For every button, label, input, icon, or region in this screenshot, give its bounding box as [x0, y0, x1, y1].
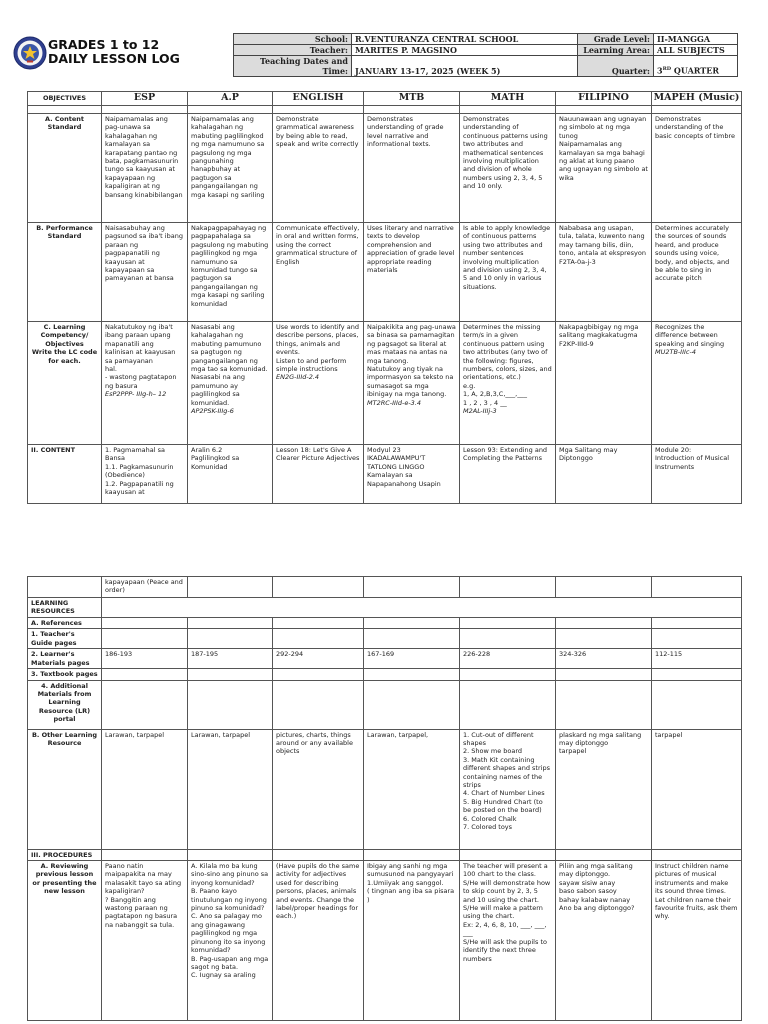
other-resources-label: B. Other Learning Resource: [28, 729, 102, 849]
learning-area-value: ALL SUBJECTS: [654, 45, 738, 56]
other-mtb: Larawan, tarpapel,: [364, 729, 460, 849]
competency-row: [28, 322, 742, 445]
content-mtb: Modyul 23 IKADALAWAMPU'T TATLONG LINGGO Kamalayan sa Napapanahong Usapin: [364, 445, 460, 504]
teacher-value: MARITES P. MAGSINO: [352, 45, 578, 56]
col-math: MATH: [460, 92, 556, 106]
col-english: ENGLISH: [273, 92, 364, 106]
content-mapeh: Module 20: Introduction of Musical Instruments: [652, 445, 742, 504]
performance-standard-mapeh: Determines accurately the sources of sounds heard, and produce sounds using voice, body, and objects, and be able to sing in accurate pitch: [652, 223, 742, 322]
competency-ap-code: AP2PSK-IIIg-6: [191, 407, 234, 416]
col-mapeh: MAPEH (Music): [652, 92, 742, 106]
quarter-label: Quarter:: [578, 56, 654, 77]
learning-area-label: Learning Area:: [578, 45, 654, 56]
learning-resources-row: [28, 598, 742, 618]
column-header-row: [28, 92, 742, 106]
teachers-guide-label: 1. Teacher's Guide pages: [28, 629, 102, 649]
competency-english: [273, 322, 364, 445]
header-info-table: [233, 33, 738, 77]
performance-standard-english: Communicate effectively, in oral and written forms, using the correct grammatical structure of English: [273, 223, 364, 322]
teaching-dates-label-line1: Teaching Dates and: [259, 56, 348, 66]
grade-level-value: II-MANGGA: [654, 34, 738, 45]
competency-esp-code: EsP2PPP- IIIg-h– 12: [105, 390, 167, 399]
competency-label: C. Learning Competency/ Objectives Write the LC code for each.: [28, 322, 102, 445]
carry-over-row: [28, 577, 742, 598]
other-esp: Larawan, tarpapel: [102, 729, 188, 849]
additional-materials-row: [28, 680, 742, 729]
other-math: 1. Cut-out of different shapes 2. Show me board 3. Math Kit containing different shapes and strips containing names of the strips 4. Chart of Number Lines 5. Big Hundred Chart (to be posted on the board) 6. Colored Chalk 7. Colored toys: [460, 729, 556, 849]
content-standard-esp: Naipamamalas ang pag-unawa sa kahalagahan ng kamalayan sa karapatang pantao ng bata, pagkamasunurin tungo sa kaayusan at kapayapaan ng kapaligiran at ng bansang kinabibilangan: [102, 114, 188, 223]
learners-materials-row: [28, 649, 742, 669]
content-standard-ap: Naipamamalas ang kahalagahan ng mabuting paglilingkod ng mga namumuno sa pagsulong ng mga pangunahing hanapbuhay at pagtugon sa pangangailangan ng mga kasapi ng sariling: [188, 114, 273, 223]
log-title: [48, 38, 180, 66]
page-gap: [0, 515, 768, 572]
content-row: [28, 445, 742, 504]
col-esp: ESP: [102, 92, 188, 106]
resources-procedures-table: [27, 576, 742, 1021]
lm-ap: 187-195: [188, 649, 273, 669]
lm-english: 292-294: [273, 649, 364, 669]
content-standard-row: [28, 114, 742, 223]
competency-filipino: Nakapagbibigay ng mga salitang magkakatugma F2KP-IIId-9: [556, 322, 652, 445]
content-esp: 1. Pagmamahal sa Bansa 1.1. Pagkamasunurin (Obedience) 1.2. Pagpapanatili ng kaayusan at: [102, 445, 188, 504]
teacher-label: Teacher:: [234, 45, 352, 56]
col-ap: A.P: [188, 92, 273, 106]
objectives-table: [27, 91, 742, 504]
teachers-guide-row: [28, 629, 742, 649]
performance-standard-ap: Nakapagpapahayag ng pagpapahalaga sa pagsulong ng mabuting paglilingkod ng mga namumuno sa komunidad tungo sa pagtugon sa pangangailangan ng mga kasapi ng sariling komunidad: [188, 223, 273, 322]
competency-mapeh: [652, 322, 742, 445]
performance-standard-filipino: Nababasa ang usapan, tula, talata, kuwento nang may tamang bilis, diin, tono, antala at ekspresyon F2TA-0a-j-3: [556, 223, 652, 322]
other-mapeh: tarpapel: [652, 729, 742, 849]
teaching-dates-value: JANUARY 13-17, 2025 (WEEK 5): [352, 56, 578, 77]
learning-resources-label: LEARNING RESOURCES: [28, 598, 102, 618]
lm-math: 226-228: [460, 649, 556, 669]
procedures-row: [28, 849, 742, 860]
references-label: A. References: [28, 618, 102, 629]
performance-standard-mtb: Uses literary and narrative texts to develop comprehension and appreciation of grade level appropriate reading materials: [364, 223, 460, 322]
textbook-row: [28, 669, 742, 680]
quarter-number: 3: [657, 66, 663, 76]
lm-mapeh: 112-115: [652, 649, 742, 669]
references-row: [28, 618, 742, 629]
reviewing-row: [28, 861, 742, 1021]
content-standard-english: Demonstrate grammatical awareness by being able to read, speak and write correctly: [273, 114, 364, 223]
content-ap: Aralin 6.2 Paglilingkod sa Komunidad: [188, 445, 273, 504]
grade-level-label: Grade Level:: [578, 34, 654, 45]
content-standard-label: A. Content Standard: [28, 114, 102, 223]
performance-standard-label: B. Performance Standard: [28, 223, 102, 322]
learners-materials-label: 2. Learner's Materials pages: [28, 649, 102, 669]
content-standard-filipino: Nauunawaan ang ugnayan ng simbolo at ng mga tunog Naipamamalas ang kamalayan sa mga bahagi ng aklat at kung paano ang ugnayan ng simbolo at wika: [556, 114, 652, 223]
content-label: II. CONTENT: [28, 445, 102, 504]
competency-mtb-code: MT2RC-IIId-e-3.4: [367, 398, 422, 407]
quarter-value: [654, 56, 738, 77]
school-value: R.VENTURANZA CENTRAL SCHOOL: [352, 34, 578, 45]
col-mtb: MTB: [364, 92, 460, 106]
reviewing-english: (Have pupils do the same activity for adjectives used for describing persons, places, animals and events. Change the label/proper headings for each.): [273, 861, 364, 1021]
procedures-label: III. PROCEDURES: [28, 849, 102, 860]
deped-seal-icon: [13, 36, 47, 70]
textbook-label: 3. Textbook pages: [28, 669, 102, 680]
other-filipino: plaskard ng mga salitang may diptonggo tarpapel: [556, 729, 652, 849]
teaching-dates-label: [234, 56, 352, 77]
competency-ap: [188, 322, 273, 445]
teaching-dates-label-line2: Time:: [322, 66, 348, 76]
lm-esp: 186-193: [102, 649, 188, 669]
competency-ap-text: Nasasabi ang kahalagahan ng mabuting pamumuno sa pagtugon ng pangangailangan ng mga tao sa komunidad. Nasasabi na ang pamumuno ay paglilingkod sa komunidad.: [191, 323, 268, 407]
content-filipino: Mga Salitang may Diptonggo: [556, 445, 652, 504]
lm-mtb: 167-169: [364, 649, 460, 669]
competency-esp: [102, 322, 188, 445]
competency-english-text: Use words to identify and describe persons, places, things, animals and events. Listen to and perform simple instructions: [276, 323, 359, 374]
school-label: School:: [234, 34, 352, 45]
content-math: Lesson 93: Extending and Completing the Patterns: [460, 445, 556, 504]
competency-esp-text: Nakatutukoy ng iba't ibang paraan upang mapanatili ang kalinisan at kaayusan sa pamayanan hal. - wastong pagtatapon ng basura: [105, 323, 177, 390]
other-resources-row: [28, 729, 742, 849]
other-english: pictures, charts, things around or any available objects: [273, 729, 364, 849]
performance-standard-math: Is able to apply knowledge of continuous patterns using two attributes and number sentences involving multiplication and division using 2, 3, 4, 5 and 10 only in various situations.: [460, 223, 556, 322]
quarter-word: QUARTER: [671, 66, 719, 76]
reviewing-esp: Paano natin maipapakita na may malasakit tayo sa ating kapaligiran? ? Banggitin ang wastong paraan ng pagtatapon ng basura na nabanggit sa tula.: [102, 861, 188, 1021]
reviewing-math: The teacher will present a 100 chart to the class. S/He will demonstrate how to skip count by 2, 3, 5 and 10 using the chart. S/He will make a pattern using the chart. Ex: 2, 4, 6, 8, 10, ___, ___, ___ S/He will ask the pupils to identify the next three numbers: [460, 861, 556, 1021]
other-ap: Larawan, tarpapel: [188, 729, 273, 849]
competency-math: [460, 322, 556, 445]
additional-materials-label: 4. Additional Materials from Learning Resource (LR) portal: [28, 680, 102, 729]
reviewing-label: A. Reviewing previous lesson or presenting the new lesson: [28, 861, 102, 1021]
competency-mapeh-code: MU2TB-IIIc-4: [655, 348, 696, 357]
content-standard-mapeh: Demonstrates understanding of the basic concepts of timbre: [652, 114, 742, 223]
competency-mapeh-text: Recognizes the difference between speaking and singing: [655, 323, 725, 348]
reviewing-filipino: Piliin ang mga salitang may diptonggo. sayaw sisiw anay baso sabon sasoy bahay kalabaw nanay Ano ba ang diptonggo?: [556, 861, 652, 1021]
reviewing-ap: A. Kilala mo ba kung sino-sino ang pinuno sa inyong komunidad? B. Paano kayo tinutulungan ng inyong pinuno sa komunidad? C. Ano sa palagay mo ang ginagawang paglilingkod ng mga pinunong ito sa inyong komunidad? B. Pag-usapan ang mga sagot ng bata. C. Iugnay sa araling: [188, 861, 273, 1021]
reviewing-mapeh: Instruct children name pictures of musical instruments and make its sound three times. Let children name their favourite fruits, ask them why.: [652, 861, 742, 1021]
content-standard-mtb: Demonstrates understanding of grade level narrative and informational texts.: [364, 114, 460, 223]
lm-filipino: 324-326: [556, 649, 652, 669]
page-two: [0, 572, 768, 1024]
performance-standard-esp: Naisasabuhay ang pagsunod sa iba't ibang paraan ng pagpapanatili ng kaayusan at kapayapaan sa pamayanan at bansa: [102, 223, 188, 322]
competency-math-text: Determines the missing term/s in a given continuous pattern using two attributes (any two of the following: figures, numbers, colors, sizes, and orientations, etc.) e.g. 1, A, 2,B,3,C,___,___ 1 , 2 , 3 , 4 __: [463, 323, 552, 407]
content-standard-math: Demonstrates understanding of continuous patterns using two attributes and mathematical sentences involving multiplication and division of whole numbers using 2, 3, 4, 5 and 10 only.: [460, 114, 556, 223]
title-line-2: DAILY LESSON LOG: [48, 51, 180, 66]
spacer-row: [28, 106, 742, 114]
competency-mtb: [364, 322, 460, 445]
title-line-1: GRADES 1 to 12: [48, 37, 160, 52]
carry-over-esp: kapayapaan (Peace and order): [102, 577, 188, 598]
competency-english-code: EN2G-IIId-2.4: [276, 373, 320, 382]
competency-math-code: M2AL-IIIj-3: [463, 407, 497, 416]
reviewing-mtb: Ibigay ang sanhi ng mga sumusunod na pangyayari 1.Umiiyak ang sanggol. ( tingnan ang iba sa pisara ): [364, 861, 460, 1021]
content-english: Lesson 18: Let's Give A Clearer Picture Adjectives: [273, 445, 364, 504]
col-filipino: FILIPINO: [556, 92, 652, 106]
quarter-suffix: RD: [662, 66, 672, 73]
col-objectives: OBJECTIVES: [28, 92, 102, 106]
performance-standard-row: [28, 223, 742, 322]
competency-mtb-text: Naipakikita ang pag-unawa sa binasa sa pamamagitan ng pagsagot sa literal at mas mataas na antas na mga tanong. Natutukoy ang tiyak na impormasyon sa teksto na sumasagot sa mga ibinigay na mga tanong.: [367, 323, 456, 399]
